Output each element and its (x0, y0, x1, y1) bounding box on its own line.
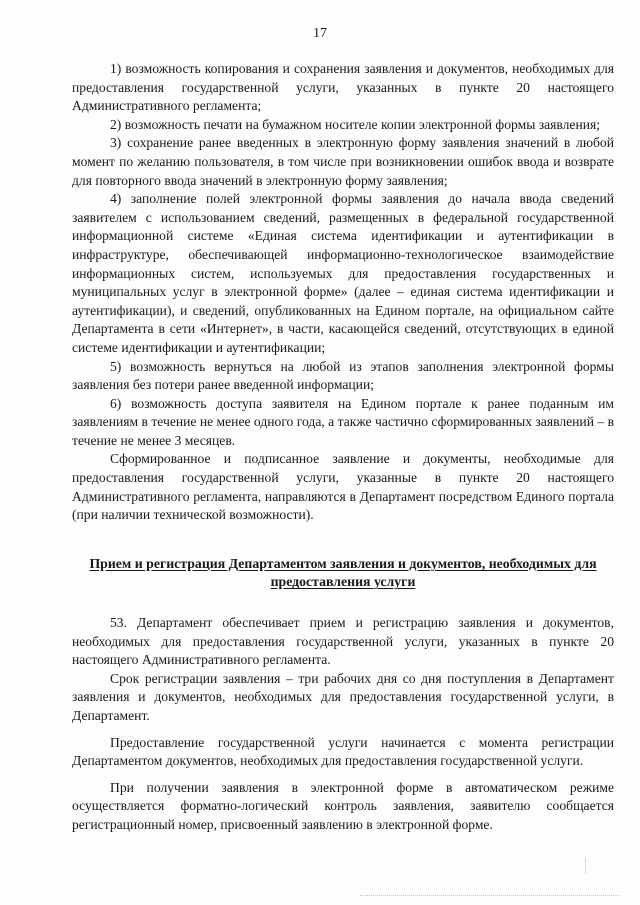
clause-53-paragraph: 53. Департамент обеспечивает прием и регистрацию заявления и документов, необходимых для предоставления государственной услуги, указанных в пункте 20 настоящего Административного регламента. (72, 615, 614, 668)
section-heading: Прием и регистрация Департаментом заявления и документов, необходимых для предоставления услуги (89, 555, 597, 590)
list-item-6: 6) возможность доступа заявителя на Едином портале к ранее поданным им заявлениям в течение не менее одного года, а также частично сформированных заявлений – в течение не менее 3 месяцев. (72, 395, 614, 448)
list-item-4: 4) заполнение полей электронной формы заявления до начала ввода сведений заявителем с использованием сведений, размещенных в федеральной государственной информационной системе «Единая система идентификации и аутентификации в инфраструктуре, обеспечивающей информационно-технологическое взаимодействие информационных систем, используемых для предоставления государственных и муниципальных услуг в электронной форме» (далее – единая система идентификации и аутентификации), и сведений, опубликованных на Едином портале, на официальном сайте Департамента в сети «Интернет», в части, касающейся сведений, отсутствующих в единой системе идентификации и аутентификации; (72, 191, 614, 355)
scan-artifact-dots (360, 895, 620, 896)
submission-paragraph: Сформированное и подписанное заявление и документы, необходимые для предоставления государственной услуги, указанные в пункте 20 настоящего Административного регламента, направляются в Департамент посредством Единого портала (при наличии технической возможности). (72, 451, 614, 523)
electronic-form-paragraph: При получении заявления в электронной форме в автоматическом режиме осуществляется форматно-логический контроль заявления, заявителю сообщается регистрационный номер, присвоенный заявлению в электронной форме. (72, 779, 614, 832)
list-item-1: 1) возможность копирования и сохранения заявления и документов, необходимых для предоставления государственной услуги, указанных в пункте 20 настоящего Административного регламента; (72, 61, 614, 114)
page-number: 17 (313, 26, 327, 41)
list-item-2: 2) возможность печати на бумажном носителе копии электронной формы заявления; (110, 116, 601, 132)
registration-term-paragraph: Срок регистрации заявления – три рабочих дня со дня поступления в Департамент заявления и документов, необходимых для предоставления государственной услуги, в Департамент. (72, 670, 614, 723)
document-body (72, 60, 614, 835)
list-item-5: 5) возможность вернуться на любой из этапов заполнения электронной формы заявления без потери ранее введенной информации; (72, 358, 614, 393)
service-start-paragraph: Предоставление государственной услуги начинается с момента регистрации Департаментом документов, необходимых для предоставления государственной услуги. (72, 734, 614, 769)
scan-artifact-mark (585, 858, 586, 874)
list-item-3: 3) сохранение ранее введенных в электронную форму заявления значений в любой момент по желанию пользователя, в том числе при возникновении ошибок ввода и возврате для повторного ввода значений в электронную форму заявления; (72, 135, 614, 188)
